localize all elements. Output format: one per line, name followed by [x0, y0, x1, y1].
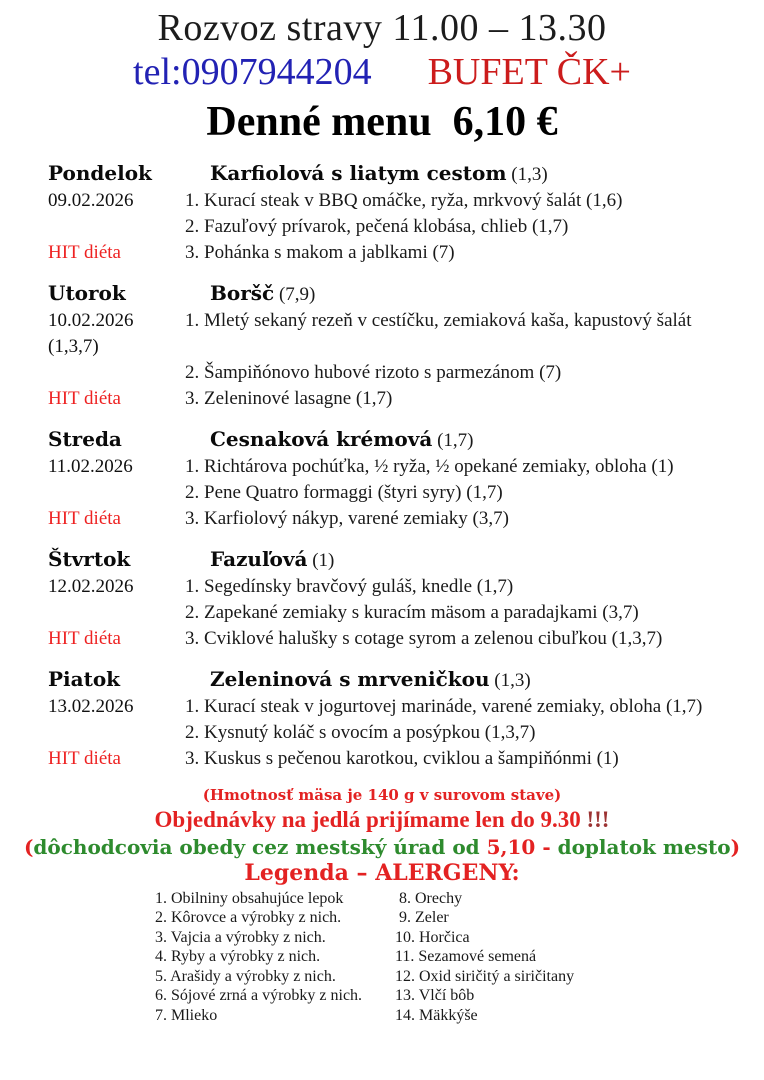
- spacer: [0, 360, 185, 386]
- soup-line: [185, 280, 764, 308]
- menu-item-3: 3. Pohánka s makom a jablkami (7): [185, 241, 455, 263]
- menu-item-3: 3. Kuskus s pečenou karotkou, cviklou a šampiňónmi (1): [185, 747, 619, 769]
- menu-row: [0, 720, 764, 746]
- soup-name: Fazuľová: [210, 546, 308, 571]
- soup-line: [185, 546, 764, 574]
- orders-deadline-note: [0, 806, 764, 834]
- menu-row: [0, 240, 764, 266]
- soup-allergens: (1,7): [437, 429, 474, 451]
- menu-row: [0, 386, 764, 412]
- soup-allergens: (1,3): [511, 163, 548, 185]
- allergen-item: 7. Mlieko: [155, 1006, 218, 1024]
- paren-open: (: [23, 834, 34, 859]
- allergens-list: [0, 889, 764, 1026]
- menu-item-1: 1. Kurací steak v jogurtovej marináde, varené zemiaky, obloha (1,7): [185, 695, 703, 717]
- day-section-piatok: [0, 666, 764, 772]
- day-name: Utorok: [48, 280, 126, 305]
- day-date: 13.02.2026: [48, 695, 134, 717]
- day-header-row: [0, 546, 764, 574]
- allergen-item: 10. Horčica: [395, 928, 470, 946]
- menu-row: [0, 480, 764, 506]
- day-name: Štvrtok: [48, 546, 131, 571]
- menu-row: [0, 574, 764, 600]
- menu-row: [0, 746, 764, 772]
- day-header-row: [0, 666, 764, 694]
- menu-item-1: 1. Kurací steak v BBQ omáčke, ryža, mrkvový šalát (1,6): [185, 189, 623, 211]
- menu-row: [0, 360, 764, 386]
- pension-price: 5,10 -: [486, 834, 551, 859]
- soup-line: [185, 160, 764, 188]
- spacer: [185, 334, 764, 360]
- allergen-item: 2. Kôrovce a výrobky z nich.: [155, 909, 342, 927]
- day-date: 10.02.2026: [48, 309, 134, 331]
- day-date: 12.02.2026: [48, 575, 134, 597]
- allergen-item: 1. Obilniny obsahujúce lepok: [155, 889, 344, 907]
- pensioners-text-1: dôchodcovia obedy cez mestský úrad od: [33, 834, 487, 859]
- allergen-item: 12. Oxid siričitý a siričitany: [395, 967, 575, 985]
- soup-name: Zeleninová s mrveničkou: [210, 666, 490, 691]
- day-date: 09.02.2026: [48, 189, 134, 211]
- allergens-column-left: [155, 889, 393, 1026]
- menu-row: [0, 694, 764, 720]
- menu-item-1: 1. Richtárova pochúťka, ½ ryža, ½ opekané zemiaky, obloha (1): [185, 455, 674, 477]
- menu-item-2: 2. Kysnutý koláč s ovocím a posýpkou (1,3,7): [185, 721, 536, 743]
- allergen-item: 11. Sezamové semená: [395, 948, 537, 966]
- day-header-row: [0, 426, 764, 454]
- hit-dieta-label: HIT diéta: [48, 387, 121, 409]
- soup-line: [185, 666, 764, 694]
- menu-item-2: 2. Zapekané zemiaky s kuracím mäsom a paradajkami (3,7): [185, 601, 639, 623]
- allergen-item: 6. Sójové zrná a výrobky z nich.: [155, 987, 363, 1005]
- menu-row: [0, 334, 764, 360]
- day-section-pondelok: [0, 160, 764, 266]
- spacer: [0, 480, 185, 506]
- soup-name: Boršč: [210, 280, 275, 305]
- soup-name: Karfiolová s liatym cestom: [210, 160, 507, 185]
- pensioners-text-2: doplatok mesto: [550, 834, 731, 859]
- allergens-legend-title: Legenda – ALERGENY:: [244, 859, 520, 886]
- day-name: Streda: [48, 426, 122, 451]
- menu-row: [0, 626, 764, 652]
- allergen-item: 5. Arašidy a výrobky z nich.: [155, 967, 336, 985]
- soup-allergens: (7,9): [278, 283, 316, 305]
- day-header-row: [0, 160, 764, 188]
- meat-weight-note: (Hmotnosť mäsa je 140 g v surovom stave): [202, 785, 562, 804]
- soup-allergens: (1): [312, 549, 335, 571]
- day-section-streda: [0, 426, 764, 532]
- allergen-item: 9. Zeler: [395, 909, 449, 927]
- delivery-hours-title: Rozvoz stravy 11.00 – 13.30: [157, 7, 607, 49]
- menu-row: [0, 506, 764, 532]
- allergen-item: 4. Ryby a výrobky z nich.: [155, 948, 321, 966]
- allergens-column-right: [395, 889, 574, 1026]
- day-section-stvrtok: [0, 546, 764, 652]
- soup-name: Cesnaková krémová: [210, 426, 433, 451]
- menu-item-2: 2. Pene Quatro formaggi (štyri syry) (1,7): [185, 481, 503, 503]
- exclamation-marks: !!!: [586, 806, 610, 832]
- allergen-item: 8. Orechy: [395, 889, 463, 907]
- allergen-item: 13. Vlčí bôb: [395, 987, 475, 1005]
- day-header-row: [0, 280, 764, 308]
- menu-row: [0, 188, 764, 214]
- header: [0, 0, 764, 146]
- menu-item-3: 3. Zeleninové lasagne (1,7): [185, 387, 393, 409]
- menu-row: [0, 214, 764, 240]
- day-section-utorok: [0, 280, 764, 412]
- paren-close: ): [730, 834, 741, 859]
- soup-line: [185, 426, 764, 454]
- day-date: 11.02.2026: [48, 455, 133, 477]
- footer: [0, 784, 764, 1026]
- wrapped-allergens: (1,3,7): [48, 335, 99, 357]
- contact-line: [0, 52, 764, 94]
- hit-dieta-label: HIT diéta: [48, 241, 121, 263]
- menu-item-1: 1. Mletý sekaný rezeň v cestíčku, zemiaková kaša, kapustový šalát: [185, 309, 692, 331]
- phone-number: tel:0907944204: [133, 51, 372, 93]
- hit-dieta-label: HIT diéta: [48, 507, 121, 529]
- menu-item-3: 3. Karfiolový nákyp, varené zemiaky (3,7): [185, 507, 509, 529]
- pensioners-note: [0, 834, 764, 860]
- brand-name: BUFET ČK+: [427, 51, 631, 93]
- menu-item-3: 3. Cviklové halušky s cotage syrom a zelenou cibuľkou (1,3,7): [185, 627, 663, 649]
- spacer: [0, 720, 185, 746]
- menu-row: [0, 454, 764, 480]
- menu-row: [0, 600, 764, 626]
- allergen-item: 14. Mäkkýše: [395, 1006, 478, 1024]
- menu-item-2: 2. Fazuľový prívarok, pečená klobása, chlieb (1,7): [185, 215, 569, 237]
- menu-row: [0, 308, 764, 334]
- day-name: Pondelok: [48, 160, 152, 185]
- soup-allergens: (1,3): [494, 669, 531, 691]
- hit-dieta-label: HIT diéta: [48, 747, 121, 769]
- allergen-item: 3. Vajcia a výrobky z nich.: [155, 928, 326, 946]
- orders-deadline-text: Objednávky na jedlá prijímame len do 9.30: [154, 806, 587, 832]
- menu-item-2: 2. Šampiňónovo hubové rizoto s parmezánom (7): [185, 361, 562, 383]
- spacer: [0, 600, 185, 626]
- menu-title: Denné menu 6,10 €: [206, 98, 558, 145]
- spacer: [0, 214, 185, 240]
- menu-item-1: 1. Segedínsky bravčový guláš, knedle (1,7): [185, 575, 514, 597]
- day-name: Piatok: [48, 666, 121, 691]
- hit-dieta-label: HIT diéta: [48, 627, 121, 649]
